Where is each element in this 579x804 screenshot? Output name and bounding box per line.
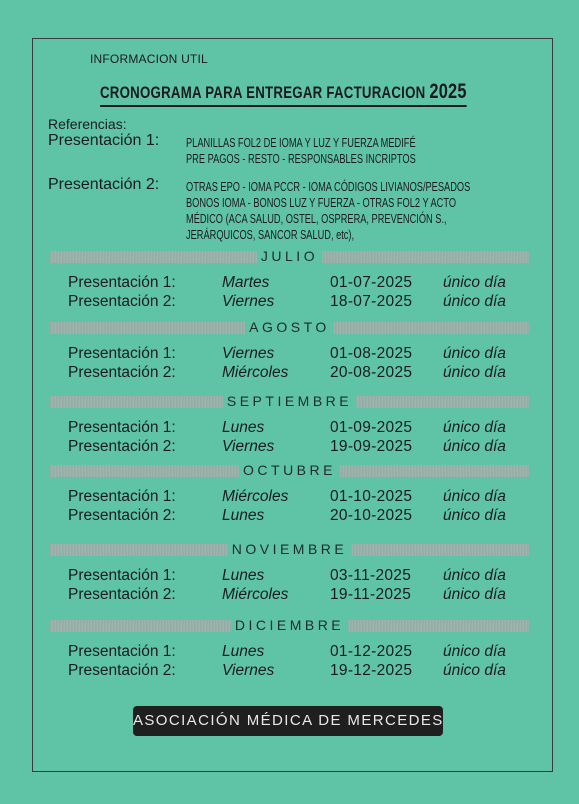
weekday: Miércoles xyxy=(222,488,289,505)
info-heading: INFORMACION UTIL xyxy=(90,52,208,66)
date: 01-10-2025 xyxy=(330,488,413,505)
reference-2-line: OTRAS EPO - IOMA PCCR - IOMA CÓDIGOS LIVIANOS/PESADOS xyxy=(186,180,471,194)
schedule-row xyxy=(0,293,579,313)
date: 19-11-2025 xyxy=(330,586,412,603)
month-name: OCTUBRE xyxy=(239,461,340,479)
note: único día xyxy=(443,586,506,603)
schedule-row xyxy=(0,586,579,606)
date: 19-12-2025 xyxy=(330,662,413,679)
reference-2-line: MÉDICO (ACA SALUD, OSTEL, OSPRERA, PREVENCIÓN S., xyxy=(186,212,447,226)
presentation-label: Presentación 1: xyxy=(68,567,176,584)
reference-1-line: PRE PAGOS - RESTO - RESPONSABLES INCRIPTOS xyxy=(186,152,416,166)
note: único día xyxy=(443,364,506,381)
presentation-label: Presentación 1: xyxy=(68,488,176,505)
reference-1-label: Presentación 1: xyxy=(48,132,160,149)
weekday: Lunes xyxy=(222,419,265,436)
weekday: Viernes xyxy=(222,438,275,455)
reference-2-label: Presentación 2: xyxy=(48,176,160,193)
reference-1-line: PLANILLAS FOL2 DE IOMA Y LUZ Y FUERZA MEDIFÉ xyxy=(186,136,416,150)
note: único día xyxy=(443,643,506,660)
reference-1-text xyxy=(186,135,416,167)
weekday: Miércoles xyxy=(222,364,289,381)
document-title xyxy=(100,80,467,107)
date: 03-11-2025 xyxy=(330,567,412,584)
presentation-label: Presentación 2: xyxy=(68,662,176,679)
presentation-label: Presentación 1: xyxy=(68,643,176,660)
title-text: CRONOGRAMA PARA ENTREGAR FACTURACION xyxy=(100,83,426,102)
presentation-label: Presentación 2: xyxy=(68,293,176,310)
date: 18-07-2025 xyxy=(330,293,413,310)
month-divider xyxy=(50,541,529,557)
reference-2-text xyxy=(186,179,470,243)
schedule-row xyxy=(0,643,579,663)
date: 01-12-2025 xyxy=(330,643,413,660)
presentation-label: Presentación 2: xyxy=(68,438,176,455)
weekday: Lunes xyxy=(222,643,265,660)
weekday: Lunes xyxy=(222,567,265,584)
reference-2-line: JERÁRQUICOS, SANCOR SALUD, etc), xyxy=(186,228,355,242)
date: 01-09-2025 xyxy=(330,419,413,436)
reference-2-line: BONOS IOMA - BONOS LUZ Y FUERZA - OTRAS FOL2 Y ACTO xyxy=(186,196,457,210)
date: 20-08-2025 xyxy=(330,364,413,381)
month-name: SEPTIEMBRE xyxy=(223,392,356,410)
schedule-row xyxy=(0,662,579,682)
note: único día xyxy=(443,488,506,505)
weekday: Viernes xyxy=(222,293,275,310)
presentation-label: Presentación 1: xyxy=(68,345,176,362)
month-divider xyxy=(50,393,529,409)
schedule-row xyxy=(0,419,579,439)
references-label: Referencias: xyxy=(48,116,127,132)
weekday: Lunes xyxy=(222,507,265,524)
month-divider xyxy=(50,248,529,264)
month-divider xyxy=(50,462,529,478)
weekday: Martes xyxy=(222,274,270,291)
month-name: JULIO xyxy=(257,247,322,265)
presentation-label: Presentación 1: xyxy=(68,419,176,436)
schedule-row xyxy=(0,345,579,365)
date: 20-10-2025 xyxy=(330,507,413,524)
note: único día xyxy=(443,274,506,291)
schedule-row xyxy=(0,364,579,384)
date: 01-07-2025 xyxy=(330,274,413,291)
month-name: NOVIEMBRE xyxy=(228,540,352,558)
month-name: AGOSTO xyxy=(245,318,334,336)
presentation-label: Presentación 2: xyxy=(68,586,176,603)
weekday: Viernes xyxy=(222,662,275,679)
note: único día xyxy=(443,345,506,362)
note: único día xyxy=(443,293,506,310)
month-divider xyxy=(50,319,529,335)
month-divider xyxy=(50,617,529,633)
month-name: DICIEMBRE xyxy=(231,616,348,634)
schedule-row xyxy=(0,567,579,587)
note: único día xyxy=(443,438,506,455)
presentation-label: Presentación 1: xyxy=(68,274,176,291)
presentation-label: Presentación 2: xyxy=(68,364,176,381)
date: 01-08-2025 xyxy=(330,345,413,362)
note: único día xyxy=(443,567,506,584)
note: único día xyxy=(443,507,506,524)
association-footer: ASOCIACIÓN MÉDICA DE MERCEDES xyxy=(133,706,443,736)
note: único día xyxy=(443,662,506,679)
presentation-label: Presentación 2: xyxy=(68,507,176,524)
schedule-row xyxy=(0,507,579,527)
schedule-row xyxy=(0,488,579,508)
title-year: 2025 xyxy=(429,80,467,103)
schedule-row xyxy=(0,438,579,458)
weekday: Viernes xyxy=(222,345,275,362)
note: único día xyxy=(443,419,506,436)
date: 19-09-2025 xyxy=(330,438,413,455)
schedule-row xyxy=(0,274,579,294)
weekday: Miércoles xyxy=(222,586,289,603)
